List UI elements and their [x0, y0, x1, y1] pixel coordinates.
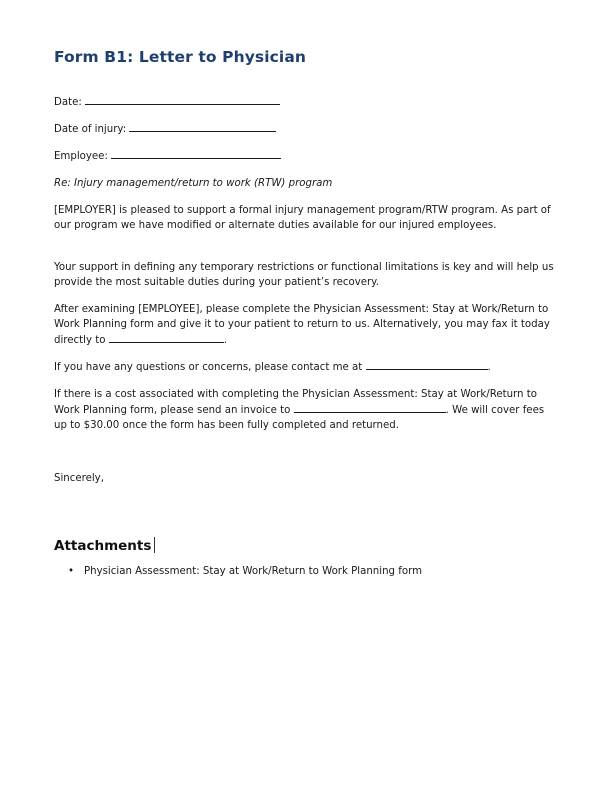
- assessment-text: After examining [EMPLOYEE], please complete the Physician Assessment: Stay at Work/Return to Work Planning form and give it to your patient to return to us. Alternatively, you may fax it today directly to: [54, 304, 550, 346]
- list-item: [68, 564, 422, 579]
- attachment-label: Physician Assessment: Stay at Work/Return to Work Planning form: [84, 566, 423, 577]
- date-of-injury-field-row: [54, 121, 276, 137]
- attachments-heading: [54, 537, 155, 554]
- bullet-icon: •: [68, 566, 75, 577]
- cost-text: If there is a cost associated with completing the Physician Assessment: Stay at Work/Return to Work Planning form, please send an invoice to: [54, 389, 537, 416]
- attachments-heading-text: Attachments: [54, 538, 152, 554]
- re-line: Re: Injury management/return to work (RTW) program: [54, 178, 333, 189]
- paragraph-assessment-instructions: [54, 302, 554, 348]
- date-blank[interactable]: [85, 94, 280, 105]
- employee-label: Employee:: [54, 151, 112, 162]
- contact-text-end: .: [487, 362, 491, 373]
- invoice-address-blank[interactable]: [294, 402, 446, 413]
- cost-text-end: . We will cover fees up to $30.00 once the form has been fully completed and returned.: [54, 405, 545, 431]
- assessment-text-end: .: [223, 335, 227, 346]
- date-label: Date:: [54, 97, 86, 108]
- closing: Sincerely,: [54, 473, 104, 484]
- date-of-injury-blank[interactable]: [129, 121, 276, 132]
- attachments-list: [68, 564, 422, 579]
- paragraph-contact: [54, 359, 554, 375]
- employee-field-row: [54, 148, 281, 164]
- paragraph-cost: [54, 387, 554, 433]
- contact-text: If you have any questions or concerns, please contact me at: [54, 362, 366, 373]
- date-of-injury-label: Date of injury:: [54, 124, 130, 135]
- page-title: Form B1: Letter to Physician: [54, 48, 307, 66]
- date-field-row: [54, 94, 280, 110]
- paragraph-physician-support: Your support in defining any temporary restrictions or functional limitations is key and will help us provide the most suitable duties during your patient’s recovery.: [54, 262, 554, 288]
- employee-blank[interactable]: [111, 148, 281, 159]
- fax-number-blank[interactable]: [109, 332, 224, 343]
- paragraph-employer-support: [EMPLOYER] is pleased to support a formal injury management program/RTW program. As part of our program we have modified or alternate duties available for our injured employees.: [54, 205, 551, 231]
- text-cursor: [154, 537, 155, 553]
- contact-blank[interactable]: [366, 359, 488, 370]
